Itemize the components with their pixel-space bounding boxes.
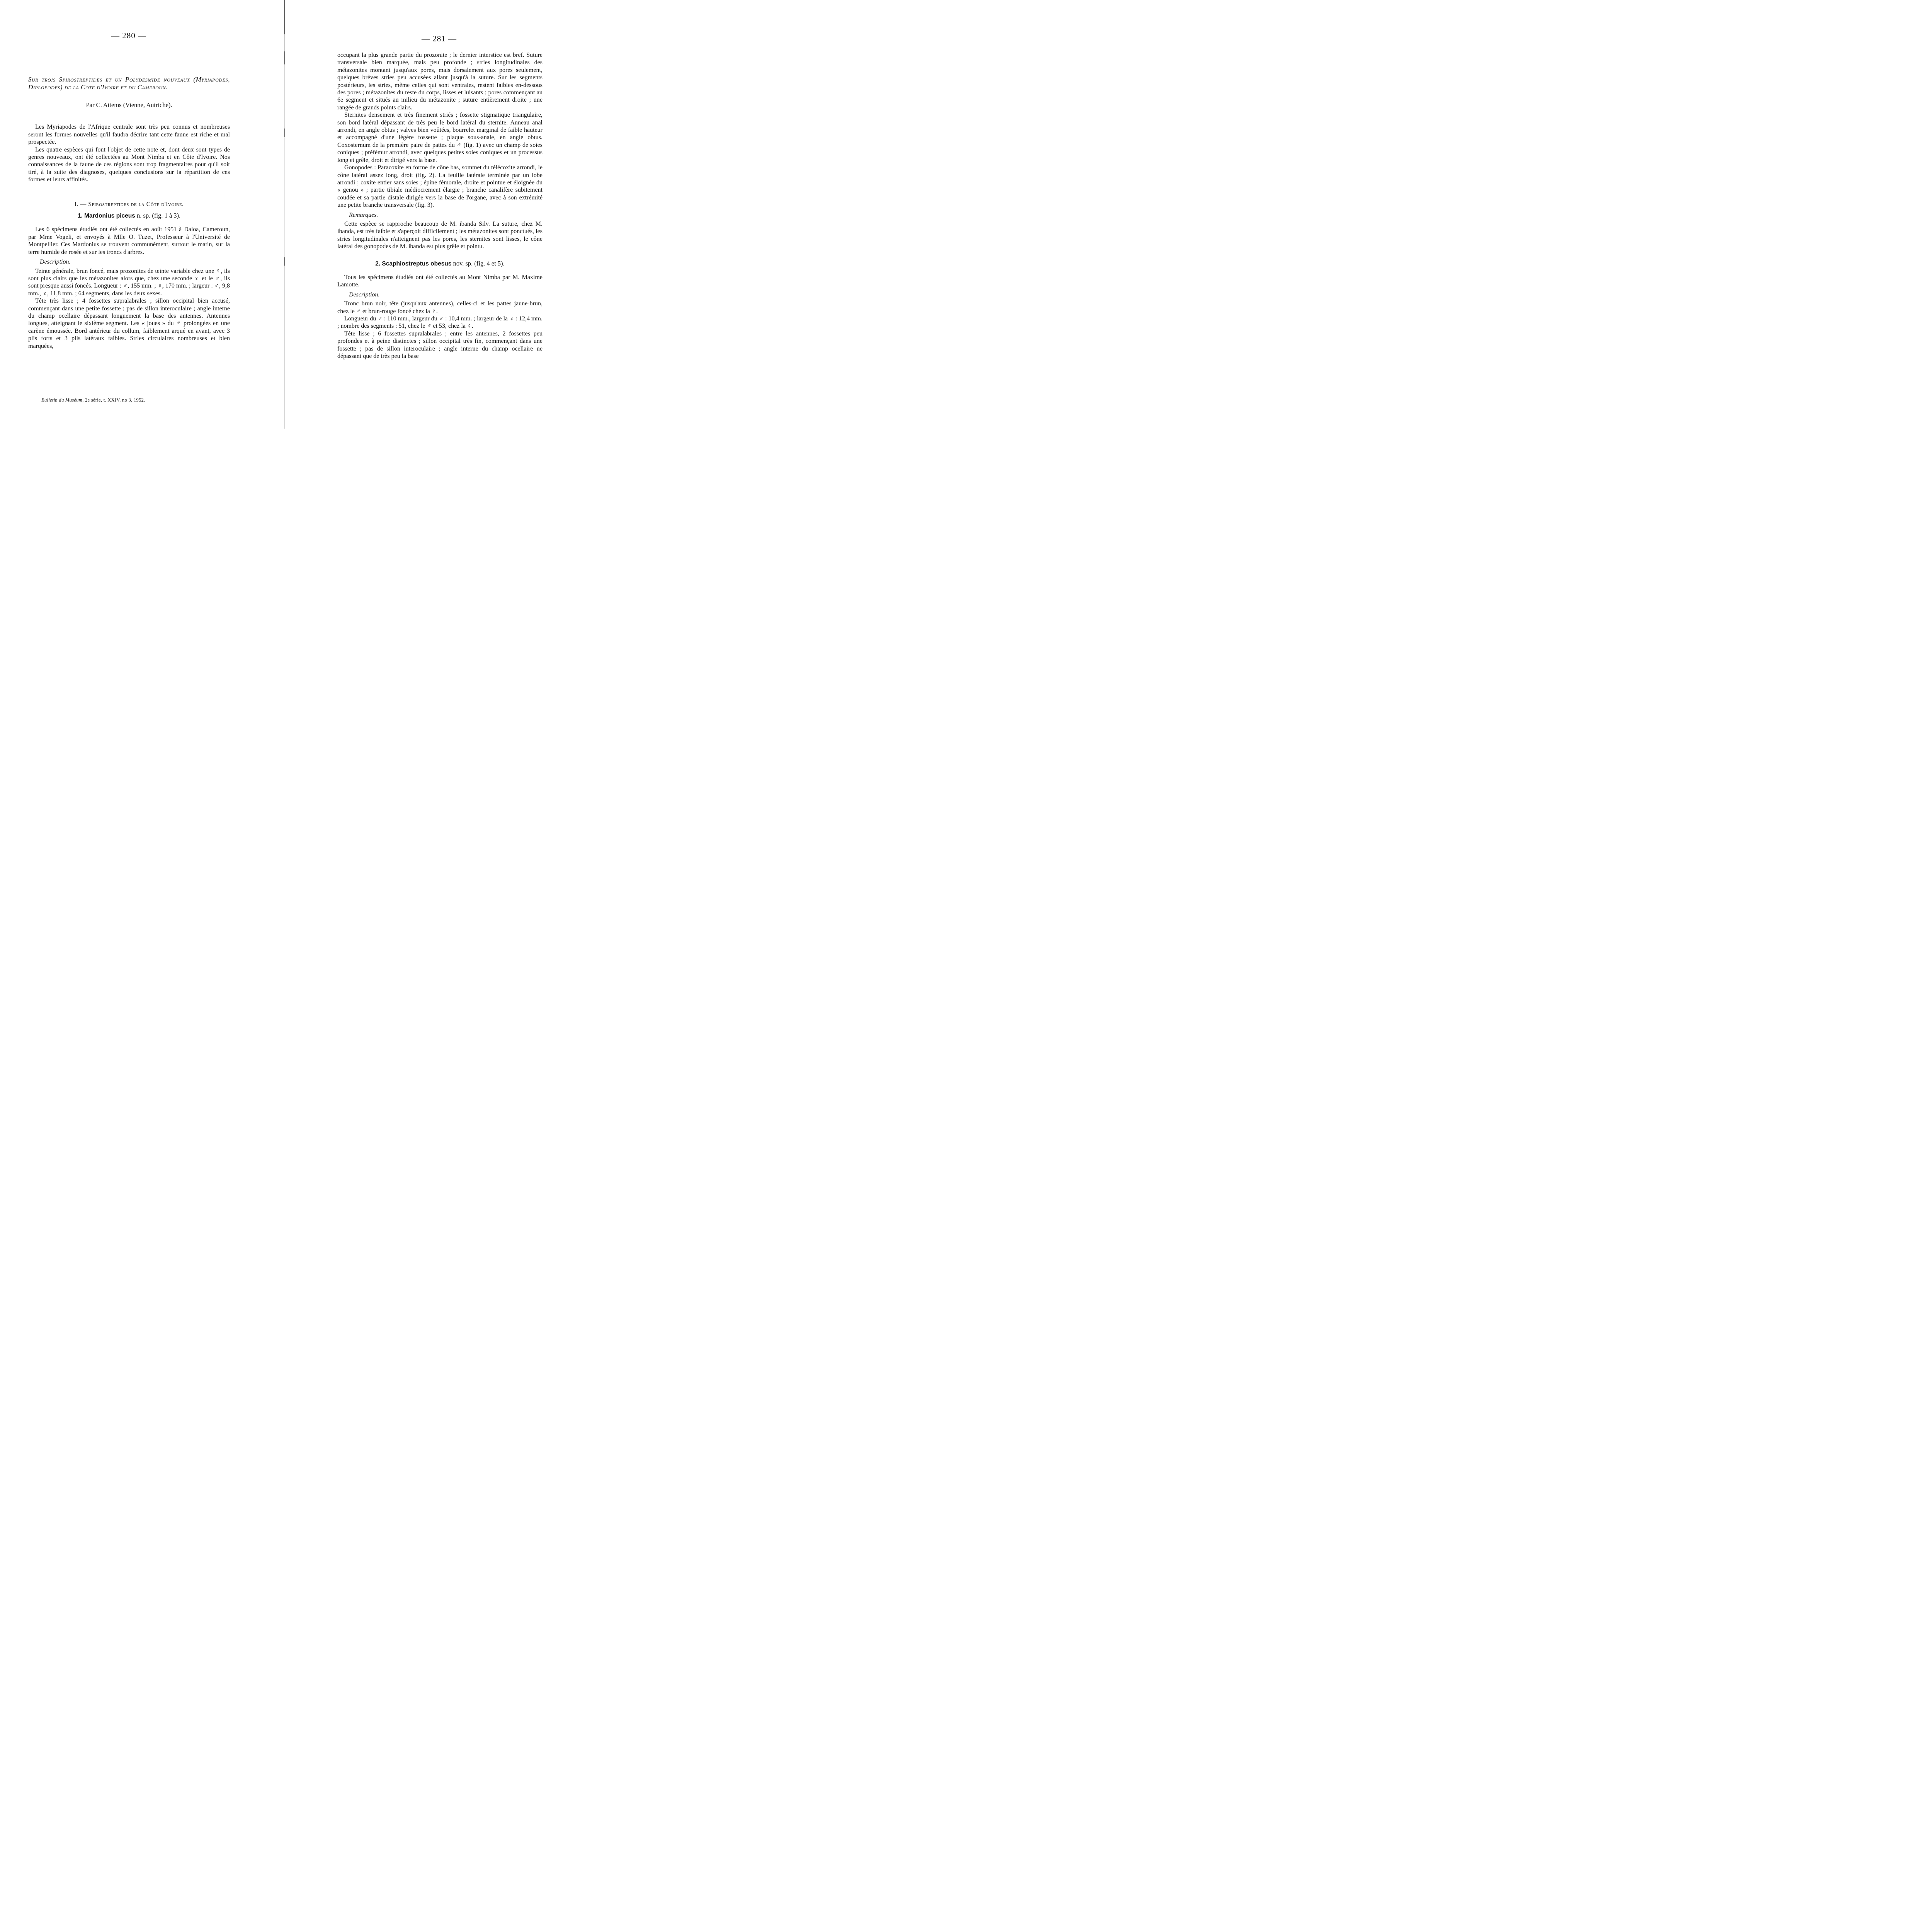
- body-paragraph: Cette espèce se rapproche beaucoup de M. ibanda Silv. La suture, chez M. ibanda, est très faible et s'aperçoit difficilement ; les métazonites sont ponctués, les stries longitudinales n'atteignent pas les pores, les sternites sont lisses, le cône latéral des gonopodes de M. ibanda est plus grêle et pointu.: [337, 220, 543, 250]
- body-paragraph: Tronc brun noir, tête (jusqu'aux antennes), celles-ci et les pattes jaune-brun, chez le ♂ et brun-rouge foncé chez la ♀.: [337, 300, 543, 315]
- species-name: 1. Mardonius piceus: [77, 213, 135, 220]
- body-paragraph: Gonopodes : Paracoxite en forme de cône bas, sommet du télécoxite arrondi, le cône latéral assez long, droit (fig. 2). La feuille latérale terminée par un lobe arrondi ; coxite entier sans soies ; épine fémorale, droite et pointue et éloignée du « genou » ; partie tibiale médiocrement élargie ; branche canalifère subitement coudée et sa partie distale dirigée vers la base de l'organe, avec à son extrémité une petite branche transversale (fig. 3).: [337, 164, 543, 209]
- body-paragraph: Longueur du ♂ : 110 mm., largeur du ♂ : 10,4 mm. ; largeur de la ♀ : 12,4 mm. ; nombre des segments : 51, chez le ♂ et 53, chez la ♀.: [337, 315, 543, 330]
- author-line: Par C. Attems (Vienne, Autriche).: [86, 101, 172, 109]
- description-label: Description.: [40, 259, 71, 266]
- body-paragraph: Sternites densement et très finement striés ; fossette stigmatique triangulaire, son bord latéral dépassant de très peu le bord latéral du sternite. Anneau anal arrondi, en angle obtus ; valves bien voûtées, bourrelet marginal de faible hauteur et accompagné d'une légère fossette ; plaque sous-anale, en angle obtus. Coxosternum de la première paire de pattes du ♂ (fig. 1) avec un champ de soies coniques ; préfémur arrondi, avec quelques petites soies coniques et un processus long et grêle, droit et dirigé vers la base.: [337, 112, 543, 163]
- right-text-column: [337, 51, 543, 360]
- intro-paragraph: Les quatre espèces qui font l'objet de cette note et, dont deux sont types de genres nouveaux, ont été collectées au Mont Nimba et en Côte d'Ivoire. Nos connaissances de la faune de ces régions sont trop fragmentaires pour qu'il soit tiré, à la suite des diagnoses, quelques conclusions sur la répartition de ces formes et leurs affinités.: [28, 146, 230, 183]
- body-paragraph: Tête très lisse ; 4 fossettes supralabrales ; sillon occipital bien accusé, commençant dans une petite fossette ; pas de sillon interoculaire ; angle interne du champ ocellaire dépassant longuement la base des antennes. Antennes longues, atteignant le sixième segment. Les « joues » du ♂ prolongées en une carène émoussée. Bord antérieur du collum, faiblement arqué en avant, avec 3 plis forts et 3 plis latéraux faibles. Stries circulaires nombreuses et bien marquées,: [28, 298, 230, 349]
- page-number: — 280 —: [111, 31, 146, 40]
- remarques-label: Remarques.: [349, 211, 378, 218]
- article-title: Sur trois Spirostreptides et un Polydesmide nouveaux (Myriapodes, Diplopodes) de la Cote d'Ivoire et du Cameroun.: [28, 76, 230, 91]
- species-suffix: nov. sp. (fig. 4 et 5).: [451, 259, 505, 267]
- species-heading: [28, 212, 230, 220]
- body-paragraph: Tête lisse ; 6 fossettes supralabrales ; entre les antennes, 2 fossettes peu profondes et à peine distinctes ; sillon occipital très fin, commençant dans une fossette ; pas de sillon interoculaire ; angle interne du champ ocellaire ne dépassant que de très peu la base: [337, 330, 543, 360]
- left-page: [0, 0, 285, 429]
- species-heading: [337, 260, 543, 267]
- page-number: — 281 —: [422, 34, 457, 43]
- body-paragraph: Les 6 spécimens étudiés ont été collectés en août 1951 à Daloa, Cameroun, par Mme Vogeli, et envoyés à Mlle O. Tuzet, Professeur à l'Université de Montpellier. Ces Mardonius se trouvent communément, surtout le matin, sur la terre humide de rosée et sur les troncs d'arbres.: [28, 226, 230, 255]
- species-name: 2. Scaphiostreptus obesus: [375, 260, 452, 267]
- left-text-column: [28, 76, 230, 350]
- species-suffix: n. sp. (fig. 1 à 3).: [135, 212, 181, 220]
- body-paragraph: Tous les spécimens étudiés ont été collectés au Mont Nimba par M. Maxime Lamotte.: [337, 274, 543, 288]
- intro-paragraph: Les Myriapodes de l'Afrique centrale sont très peu connus et nombreuses seront les formes nouvelles qu'il faudra décrire tant cette faune est riche et mal prospectée.: [28, 124, 230, 146]
- right-page: [285, 0, 606, 429]
- body-paragraph: occupant la plus grande partie du prozonite ; le dernier interstice est bref. Suture transversale bien marquée, mais peu profonde ; stries longitudinales des métazonites montant jusqu'aux pores, mais dorsalement aux pores seulement, quelques brèves stries peu accusées allant jusqu'à la suture. Sur les segments postérieurs, les stries, même celles qui sont ventrales, restent faibles en-dessous des pores ; métazonites du reste du corps, lisses et luisants ; pores commençant au 6e segment et situés au milieu du métazonite ; suture entièrement droite ; une rangée de grands points clairs.: [337, 52, 543, 111]
- journal-footer: [41, 397, 145, 403]
- footer-journal: Bulletin du Muséum,: [41, 397, 84, 403]
- section-heading: I. — Spirostreptides de la Côte d'Ivoire.: [74, 201, 184, 208]
- description-label: Description.: [349, 291, 380, 298]
- spacer: [337, 250, 543, 260]
- footer-volume: 2e série, t. XXIV, no 3, 1952.: [83, 397, 145, 403]
- body-paragraph: Teinte générale, brun foncé, mais prozonites de teinte variable chez une ♀, ils sont plus clairs que les métazonites alors que, chez une seconde ♀ et le ♂, ils sont presque aussi foncés. Longueur : ♂, 155 mm. ; ♀, 170 mm. ; largeur : ♂, 9,8 mm., ♀, 11,8 mm. ; 64 segments, dans les deux sexes.: [28, 267, 230, 297]
